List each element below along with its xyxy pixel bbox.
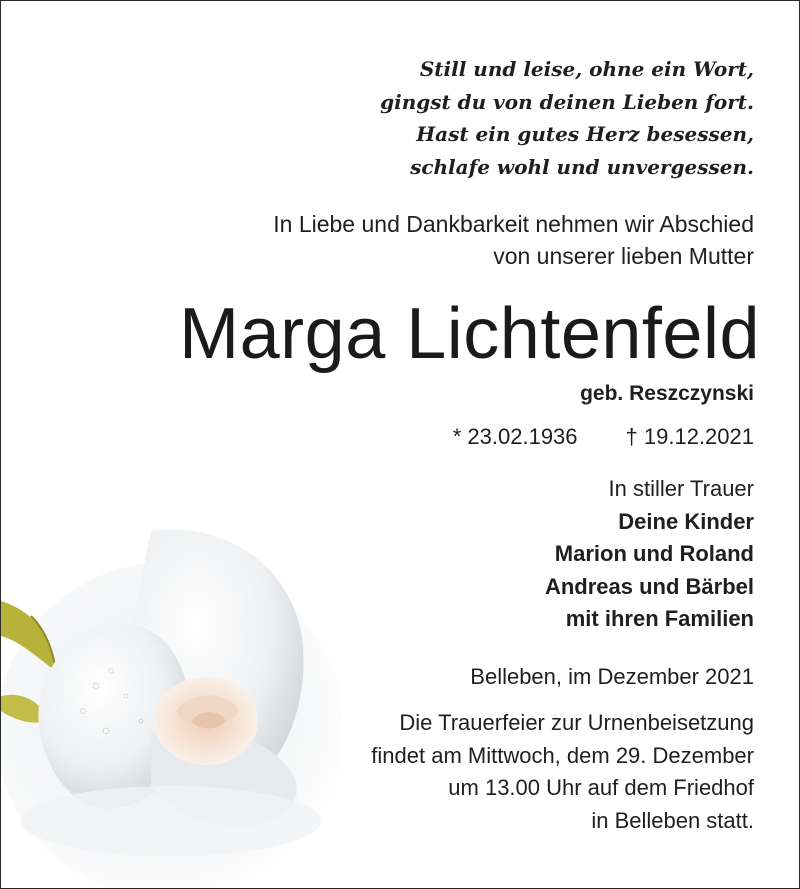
mourner-line: Marion und Roland: [554, 541, 754, 566]
ceremony-line: um 13.00 Uhr auf dem Friedhof: [448, 775, 754, 800]
mourner-line: Deine Kinder: [618, 508, 754, 534]
mourners-block: [545, 473, 754, 636]
farewell-intro: [273, 208, 754, 272]
death-date: † 19.12.2021: [625, 424, 754, 449]
birth-date: * 23.02.1936: [452, 424, 578, 449]
life-dates: [453, 421, 754, 453]
maiden-name: geb. Reszczynski: [580, 382, 754, 405]
poem-line: Still und leise, ohne ein Wort,: [419, 57, 754, 81]
intro-line: von unserer lieben Mutter: [493, 243, 754, 269]
intro-line: In Liebe und Dankbarkeit nehmen wir Abschied: [273, 211, 754, 237]
ceremony-info: [371, 707, 754, 837]
mourner-line: mit ihren Familien: [565, 606, 754, 631]
ceremony-line: findet am Mittwoch, dem 29. Dezember: [371, 742, 754, 768]
poem-line: gingst du von deinen Lieben fort.: [380, 89, 754, 114]
ceremony-line: in Belleben statt.: [591, 807, 754, 833]
deceased-name: Marga Lichtenfeld: [179, 294, 760, 374]
ceremony-line: Die Trauerfeier zur Urnenbeisetzung: [399, 710, 754, 735]
poem-line: schlafe wohl und unvergessen.: [410, 154, 754, 179]
mourner-line: Andreas und Bärbel: [544, 573, 754, 599]
place-and-date: Belleben, im Dezember 2021: [470, 664, 754, 689]
mourning-heading: In stiller Trauer: [608, 476, 754, 501]
poem-line: Hast ein gutes Herz besessen,: [416, 122, 754, 146]
white-rose-image: [1, 521, 341, 888]
memorial-poem: [380, 53, 754, 183]
